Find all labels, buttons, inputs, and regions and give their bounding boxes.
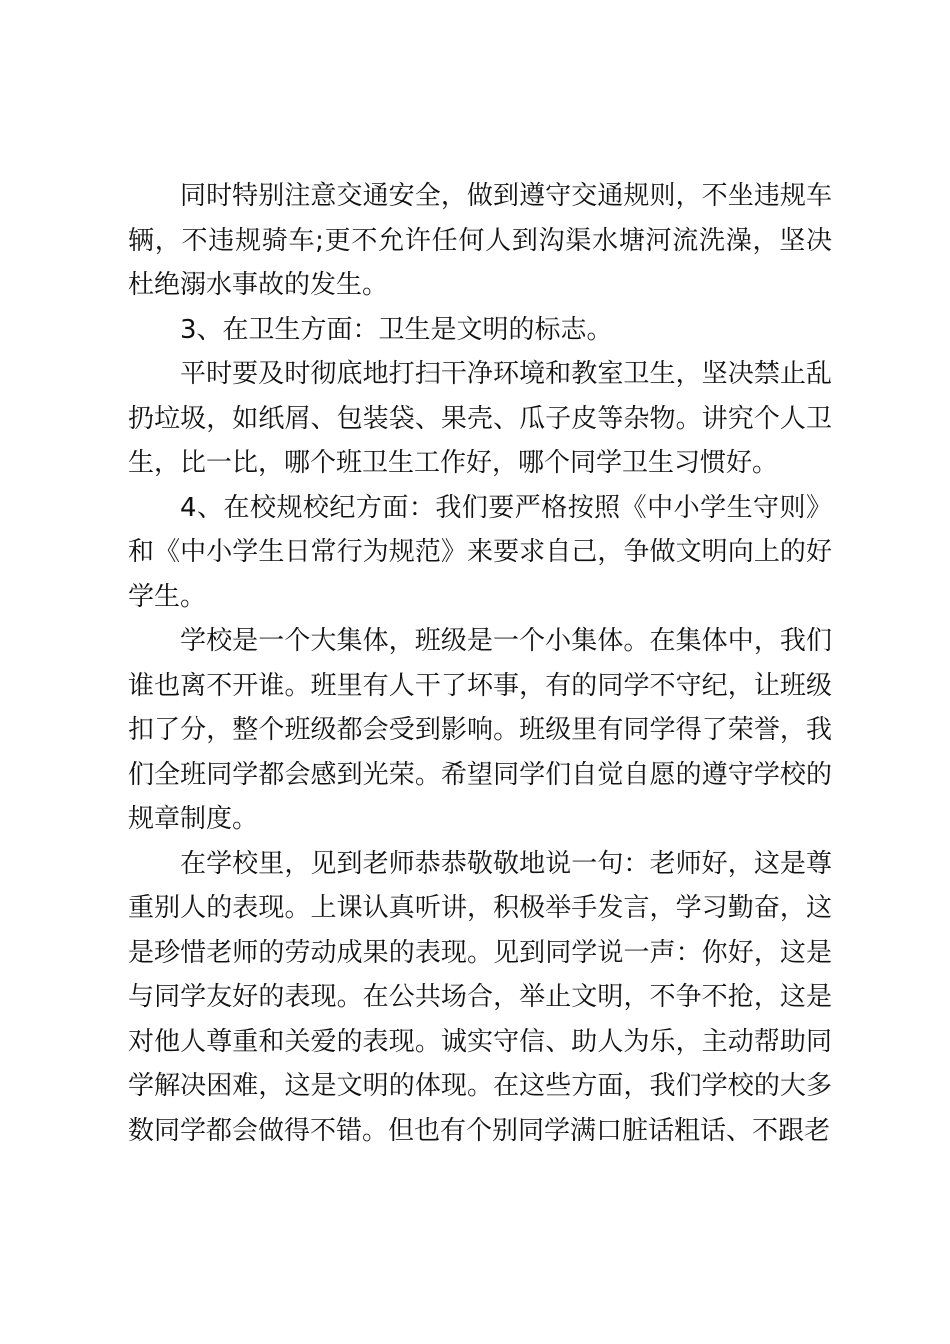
paragraph-traffic-safety: 同时特别注意交通安全，做到遵守交通规则，不坐违规车辆，不违规骑车;更不允许任何人到沟渠水塘河流洗澡，坚决杜绝溺水事故的发生。 bbox=[128, 181, 832, 300]
paragraph-hygiene-heading: 3、在卫生方面：卫生是文明的标志。 bbox=[180, 314, 613, 345]
paragraph-hygiene-detail: 平时要及时彻底地打扫干净环境和教室卫生，坚决禁止乱扔垃圾，如纸屑、包装袋、果壳、瓜子皮等杂物。讲究个人卫生，比一比，哪个班卫生工作好，哪个同学卫生习惯好。 bbox=[128, 359, 832, 478]
paragraph-school-rules: 4、在校规校纪方面：我们要严格按照《中小学生守则》和《中小学生日常行为规范》来要求自己，争做文明向上的好学生。 bbox=[128, 492, 832, 612]
paragraph-collective: 学校是一个大集体，班级是一个小集体。在集体中，我们谁也离不开谁。班里有人干了坏事，有的同学不守纪，让班级扣了分，整个班级都会受到影响。班级里有同学得了荣誉，我们全班同学都会感到光荣。希望同学们自觉自愿的遵守学校的规章制度。 bbox=[128, 626, 832, 834]
document-body bbox=[128, 174, 832, 1153]
paragraph-civility: 在学校里，见到老师恭恭敬敬地说一句：老师好，这是尊重别人的表现。上课认真听讲，积极举手发言，学习勤奋，这是珍惜老师的劳动成果的表现。见到同学说一声：你好，这是与同学友好的表现。在公共场合，举止文明，不争不抢，这是对他人尊重和关爱的表现。诚实守信、助人为乐，主动帮助同学解决困难，这是文明的体现。在这些方面，我们学校的大多数同学都会做得不错。但也有个别同学满口脏话粗话、不跟老 bbox=[128, 848, 832, 1146]
